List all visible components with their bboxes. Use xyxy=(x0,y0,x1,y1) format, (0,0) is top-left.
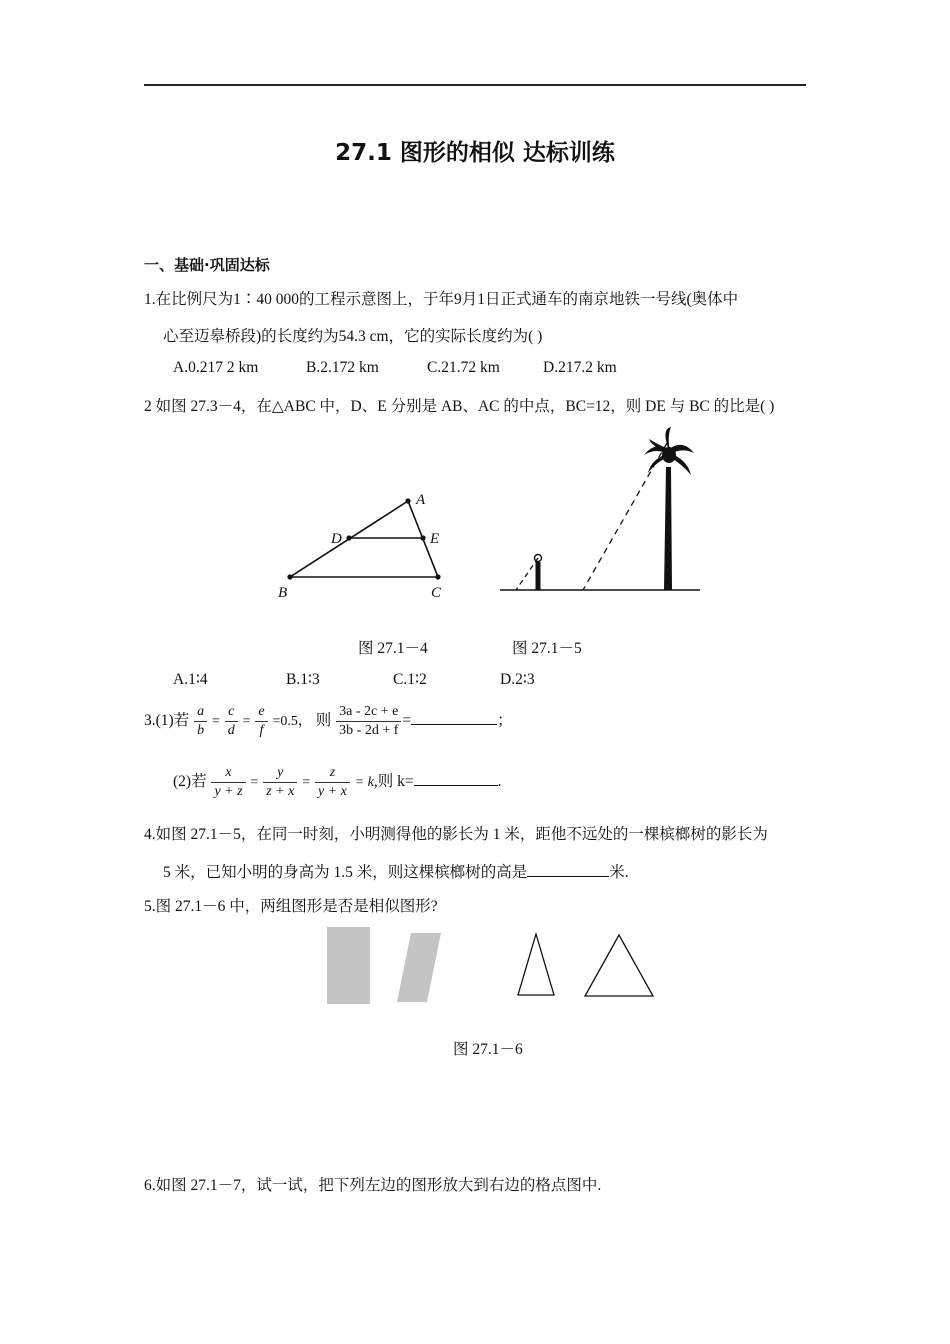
point-d xyxy=(346,535,351,540)
q3-part2-k: = k xyxy=(354,775,374,791)
q1-line2: 心至迈皋桥段)的长度约为54.3 cm，它的实际长度约为( ) xyxy=(163,328,543,345)
q4-line2 xyxy=(163,860,629,882)
q2-option-b: B.1∶3 xyxy=(286,671,320,688)
q2-stem: 2 如图 27.3－4，在△ABC 中，D、E 分别是 AB、AC 的中点，BC=12，则 DE 与 BC 的比是( ) xyxy=(144,398,775,415)
gray-parallelogram xyxy=(397,933,441,1002)
triangle-figure xyxy=(270,485,460,605)
q6-stem: 6.如图 27.1－7，试一试，把下列左边的图形放大到右边的格点图中. xyxy=(144,1177,602,1194)
label-b: B xyxy=(278,585,288,601)
figure-4-caption: 图 27.1－4 xyxy=(358,640,428,657)
q4-line2-text: 5 米，已知小明的身高为 1.5 米，则这棵槟榔树的高是 xyxy=(163,864,528,881)
figure-5-caption: 图 27.1－5 xyxy=(512,640,582,657)
q1-line1: 1.在比例尺为1∶40 000的工程示意图上，于年9月1日正式通车的南京地铁一号线(奥体中 xyxy=(144,291,739,308)
q3-frac-e-f: $\frac{e}{f}$ xyxy=(255,703,267,740)
q3-part2: (2)若 $\frac{x}{y + z}$ = $\frac{y}{z + x}$ = $\frac{z}{y + x}$ = k,则 k= . xyxy=(173,765,502,799)
equilateral-triangle xyxy=(585,935,653,996)
point-b xyxy=(287,574,292,579)
person-body xyxy=(536,562,541,590)
q3-frac-c-d: $\frac{c}{d}$ xyxy=(225,703,238,740)
gray-rectangle xyxy=(327,927,370,1004)
q3-frac-a-b: $\frac{a}{b}$ xyxy=(194,703,207,740)
q3-part2-tail: ,则 k= xyxy=(373,773,414,791)
q2-option-d: D.2∶3 xyxy=(500,671,535,688)
q3-part1-value: =0.5， xyxy=(272,714,312,730)
q1-option-d: D.217.2 km xyxy=(543,359,617,376)
label-e: E xyxy=(430,531,440,547)
label-c: C xyxy=(431,585,442,601)
header-rule xyxy=(144,84,806,86)
person-shadow-ray xyxy=(516,558,538,590)
q3-frac-z: $\frac{z}{y + x}$ xyxy=(315,764,350,801)
q4-answer-blank[interactable] xyxy=(527,862,609,877)
q3-part1: 3.(1)若 $\frac{a}{b}$ = $\frac{c}{d}$ = $\frac{e}{f}$ =0.5， 则 $\frac{3a - 2c + e}{3b - 2d + f}$ = ； xyxy=(144,704,513,738)
q4-line2-unit: 米. xyxy=(609,864,629,881)
q1-option-c: C.21.72 km xyxy=(427,359,500,376)
q3-big-fraction: $\frac{3a - 2c + e}{3b - 2d + f}$ xyxy=(336,703,401,740)
triangle-abc xyxy=(290,501,438,577)
q5-stem: 5.图 27.1－6 中，两组图形是否是相似图形? xyxy=(144,898,438,915)
q3-part2-prefix: (2)若 xyxy=(173,773,207,791)
q3-frac-x: $\frac{x}{y + z}$ xyxy=(211,764,245,801)
palm-tree-figure xyxy=(495,425,710,600)
q3-part1-equals: = xyxy=(402,712,412,730)
q2-option-a: A.1∶4 xyxy=(173,671,208,688)
tree-shadow-ray xyxy=(583,443,667,590)
q3-part2-answer-blank[interactable] xyxy=(414,771,498,786)
q3-part1-tail: ； xyxy=(497,712,513,730)
shapes-figure xyxy=(320,922,665,1010)
point-c xyxy=(435,574,440,579)
q3-part1-mid: 则 xyxy=(315,712,332,730)
q3-part1-answer-blank[interactable] xyxy=(411,710,497,725)
page-title: 27.1 图形的相似 达标训练 xyxy=(335,140,615,166)
label-a: A xyxy=(416,492,426,508)
tree-trunk xyxy=(664,467,672,590)
label-d: D xyxy=(331,531,342,547)
section-heading: 一、基础·巩固达标 xyxy=(144,256,270,274)
q4-line1: 4.如图 27.1－5，在同一时刻，小明测得他的影长为 1 米，距他不远处的一棵槟榔树的影长为 xyxy=(144,826,768,843)
q3-part1-prefix: 3.(1)若 xyxy=(144,712,190,730)
q1-option-b: B.2.172 km xyxy=(306,359,379,376)
narrow-triangle xyxy=(518,934,554,995)
point-e xyxy=(420,535,425,540)
figure-6-caption: 图 27.1－6 xyxy=(453,1041,523,1058)
q1-option-a: A.0.217 2 km xyxy=(173,359,259,376)
q3-part2-end: . xyxy=(497,773,502,791)
point-a xyxy=(405,498,410,503)
q2-option-c: C.1∶2 xyxy=(393,671,427,688)
q3-frac-y: $\frac{y}{z + x}$ xyxy=(263,764,297,801)
